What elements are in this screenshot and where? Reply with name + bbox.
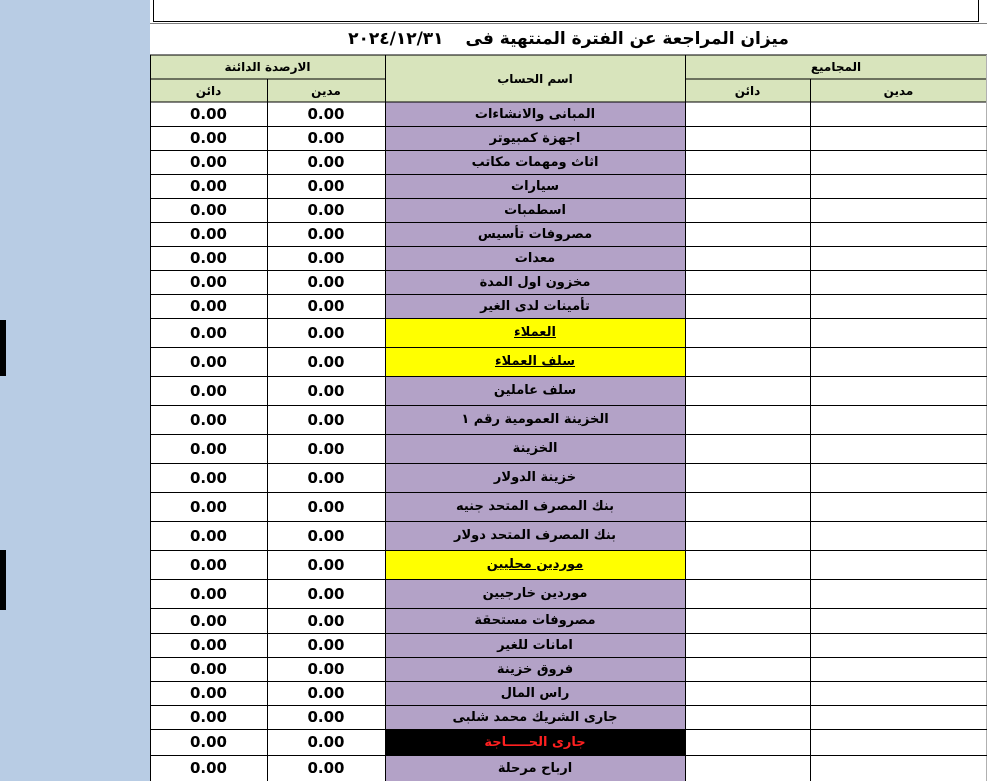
totals-debit-cell[interactable]: [810, 579, 987, 608]
debit-cell[interactable]: 0.00: [307, 468, 345, 487]
credit-cell[interactable]: 0.00: [189, 660, 227, 678]
totals-debit-cell[interactable]: [810, 633, 987, 657]
totals-credit-cell[interactable]: [685, 579, 810, 608]
totals-debit-cell[interactable]: [810, 270, 987, 294]
credit-cell[interactable]: 0.00: [189, 153, 227, 171]
totals-debit-cell[interactable]: [810, 150, 987, 174]
credit-cell[interactable]: 0.00: [189, 684, 227, 702]
totals-credit-cell[interactable]: [685, 174, 810, 198]
totals-credit-cell[interactable]: [685, 521, 810, 550]
totals-debit-cell[interactable]: [810, 492, 987, 521]
account-name-cell[interactable]: اجهزة كمبيوتر: [489, 130, 581, 146]
totals-credit-cell[interactable]: [685, 608, 810, 633]
credit-cell[interactable]: 0.00: [189, 297, 227, 315]
account-name-cell[interactable]: سلف العملاء: [495, 354, 576, 369]
credit-cell[interactable]: 0.00: [189, 129, 227, 147]
debit-cell[interactable]: 0.00: [307, 439, 345, 458]
totals-debit-cell[interactable]: [810, 246, 987, 270]
credit-cell[interactable]: 0.00: [189, 439, 227, 458]
totals-credit-cell[interactable]: [685, 657, 810, 681]
totals-debit-cell[interactable]: [810, 405, 987, 434]
title-date: ٢٠٢٤/١٢/٣١: [348, 29, 444, 49]
totals-debit-cell[interactable]: [810, 198, 987, 222]
totals-credit-cell[interactable]: [685, 376, 810, 405]
credit-cell[interactable]: 0.00: [189, 323, 227, 342]
debit-cell[interactable]: 0.00: [307, 297, 345, 315]
totals-debit-cell[interactable]: [810, 550, 987, 579]
totals-credit-cell[interactable]: [685, 102, 810, 126]
totals-credit-cell[interactable]: [685, 633, 810, 657]
totals-debit-cell[interactable]: [810, 318, 987, 347]
title-text: ميزان المراجعة عن الفترة المنتهية فى: [465, 29, 789, 49]
account-name-cell[interactable]: فروق خزينة: [496, 661, 574, 677]
account-name-cell[interactable]: مخزون اول المدة: [479, 274, 591, 290]
closing-balances-header[interactable]: الارصدة الدائنة: [224, 60, 311, 74]
credit-cell[interactable]: 0.00: [189, 381, 227, 400]
account-name-cell[interactable]: خزينة الدولار: [493, 470, 577, 485]
totals-debit-header[interactable]: مدين: [883, 83, 914, 98]
debit-cell[interactable]: 0.00: [307, 611, 345, 630]
totals-debit-cell[interactable]: [810, 657, 987, 681]
left-panel: [0, 0, 150, 781]
credit-cell[interactable]: 0.00: [189, 497, 227, 516]
account-name-cell[interactable]: موردين محليين: [486, 557, 584, 572]
debit-cell[interactable]: 0.00: [307, 249, 345, 267]
account-name-cell[interactable]: بنك المصرف المتحد جنيه: [455, 499, 615, 514]
account-name-cell[interactable]: اسطمبات: [504, 202, 566, 218]
credit-cell[interactable]: 0.00: [189, 611, 227, 630]
totals-debit-cell[interactable]: [810, 608, 987, 633]
debit-header[interactable]: مدين: [311, 83, 341, 98]
credit-cell[interactable]: 0.00: [189, 352, 227, 371]
totals-debit-cell[interactable]: [810, 681, 987, 705]
totals-credit-cell[interactable]: [685, 222, 810, 246]
debit-cell[interactable]: 0.00: [307, 129, 345, 147]
account-name-cell[interactable]: الخزينة: [512, 441, 558, 456]
totals-debit-cell[interactable]: [810, 755, 987, 781]
credit-cell[interactable]: 0.00: [189, 105, 227, 123]
debit-cell[interactable]: 0.00: [307, 555, 345, 574]
account-name-cell[interactable]: سلف عاملين: [493, 383, 577, 398]
row-marker-1: [0, 320, 6, 376]
credit-header[interactable]: دائن: [195, 83, 222, 98]
credit-cell[interactable]: 0.00: [189, 273, 227, 291]
account-name-cell[interactable]: مصروفات تأسيس: [477, 226, 593, 242]
credit-cell[interactable]: 0.00: [189, 526, 227, 545]
totals-credit-cell[interactable]: [685, 550, 810, 579]
account-name-cell[interactable]: بنك المصرف المتحد دولار: [453, 528, 617, 543]
totals-credit-cell[interactable]: [685, 198, 810, 222]
totals-credit-cell[interactable]: [685, 347, 810, 376]
totals-debit-cell[interactable]: [810, 463, 987, 492]
debit-cell[interactable]: 0.00: [307, 177, 345, 195]
account-name-header[interactable]: اسم الحساب: [497, 71, 573, 86]
account-name-cell[interactable]: سيارات: [511, 178, 559, 194]
credit-cell[interactable]: 0.00: [189, 201, 227, 219]
debit-cell[interactable]: 0.00: [307, 684, 345, 702]
debit-cell[interactable]: 0.00: [307, 273, 345, 291]
account-name-cell[interactable]: راس المال: [500, 685, 570, 701]
debit-cell[interactable]: 0.00: [307, 410, 345, 429]
totals-debit-cell[interactable]: [810, 729, 987, 755]
totals-debit-cell[interactable]: [810, 521, 987, 550]
totals-credit-cell[interactable]: [685, 294, 810, 318]
credit-cell[interactable]: 0.00: [189, 733, 227, 751]
row-marker-2: [0, 550, 6, 610]
totals-credit-cell[interactable]: [685, 705, 810, 729]
totals-debit-cell[interactable]: [810, 126, 987, 150]
totals-debit-cell[interactable]: [810, 705, 987, 729]
credit-cell[interactable]: 0.00: [189, 708, 227, 726]
totals-credit-cell[interactable]: [685, 729, 810, 755]
totals-credit-cell[interactable]: [685, 755, 810, 781]
totals-debit-cell[interactable]: [810, 434, 987, 463]
totals-debit-cell[interactable]: [810, 294, 987, 318]
totals-debit-cell[interactable]: [810, 347, 987, 376]
debit-cell[interactable]: 0.00: [307, 381, 345, 400]
totals-credit-cell[interactable]: [685, 150, 810, 174]
totals-credit-cell[interactable]: [685, 463, 810, 492]
totals-credit-cell[interactable]: [685, 270, 810, 294]
debit-cell[interactable]: 0.00: [307, 201, 345, 219]
totals-debit-cell[interactable]: [810, 376, 987, 405]
debit-cell[interactable]: 0.00: [307, 526, 345, 545]
account-name-cell[interactable]: جارى الحـــــاجة: [484, 734, 586, 750]
totals-credit-cell[interactable]: [685, 318, 810, 347]
debit-cell[interactable]: 0.00: [307, 497, 345, 516]
credit-cell[interactable]: 0.00: [189, 225, 227, 243]
top-box[interactable]: [153, 0, 979, 22]
debit-cell[interactable]: 0.00: [307, 225, 345, 243]
account-name-cell[interactable]: موردين خارجيين: [482, 586, 588, 601]
report-title: [150, 23, 987, 55]
debit-cell[interactable]: 0.00: [307, 660, 345, 678]
totals-debit-cell[interactable]: [810, 222, 987, 246]
spreadsheet[interactable]: [150, 23, 987, 781]
credit-cell[interactable]: 0.00: [189, 249, 227, 267]
debit-cell[interactable]: 0.00: [307, 636, 345, 654]
account-name-cell[interactable]: المبانى والانشاءات: [474, 106, 596, 122]
totals-credit-cell[interactable]: [685, 126, 810, 150]
credit-cell[interactable]: 0.00: [189, 177, 227, 195]
credit-cell[interactable]: 0.00: [189, 759, 227, 777]
debit-cell[interactable]: 0.00: [307, 733, 345, 751]
account-name-cell[interactable]: امانات للغير: [497, 637, 573, 653]
totals-credit-cell[interactable]: [685, 681, 810, 705]
credit-cell[interactable]: 0.00: [189, 584, 227, 603]
debit-cell[interactable]: 0.00: [307, 759, 345, 777]
credit-cell[interactable]: 0.00: [189, 468, 227, 487]
debit-cell[interactable]: 0.00: [307, 708, 345, 726]
account-name-cell[interactable]: العملاء: [514, 325, 556, 340]
account-name-cell[interactable]: ارباح مرحلة: [497, 760, 573, 776]
totals-debit-cell[interactable]: [810, 174, 987, 198]
debit-cell[interactable]: 0.00: [307, 323, 345, 342]
totals-debit-cell[interactable]: [810, 102, 987, 126]
credit-cell[interactable]: 0.00: [189, 410, 227, 429]
credit-cell[interactable]: 0.00: [189, 636, 227, 654]
totals-credit-header[interactable]: دائن: [734, 83, 761, 98]
debit-cell[interactable]: 0.00: [307, 105, 345, 123]
totals-credit-cell[interactable]: [685, 434, 810, 463]
totals-credit-cell[interactable]: [685, 246, 810, 270]
totals-credit-cell[interactable]: [685, 492, 810, 521]
account-name-cell[interactable]: تأمينات لدى الغير: [480, 298, 590, 314]
debit-cell[interactable]: 0.00: [307, 352, 345, 371]
account-name-cell[interactable]: جارى الشريك محمد شلبى: [452, 709, 618, 725]
debit-cell[interactable]: 0.00: [307, 584, 345, 603]
credit-cell[interactable]: 0.00: [189, 555, 227, 574]
totals-header[interactable]: المجاميع: [810, 60, 862, 74]
debit-cell[interactable]: 0.00: [307, 153, 345, 171]
account-name-cell[interactable]: معدات: [514, 250, 556, 266]
account-name-cell[interactable]: الخزينة العمومية رقم ١: [461, 412, 609, 427]
totals-credit-cell[interactable]: [685, 405, 810, 434]
account-name-cell[interactable]: اثاث ومهمات مكاتب: [471, 154, 599, 170]
account-name-cell[interactable]: مصروفات مستحقة: [474, 613, 596, 628]
